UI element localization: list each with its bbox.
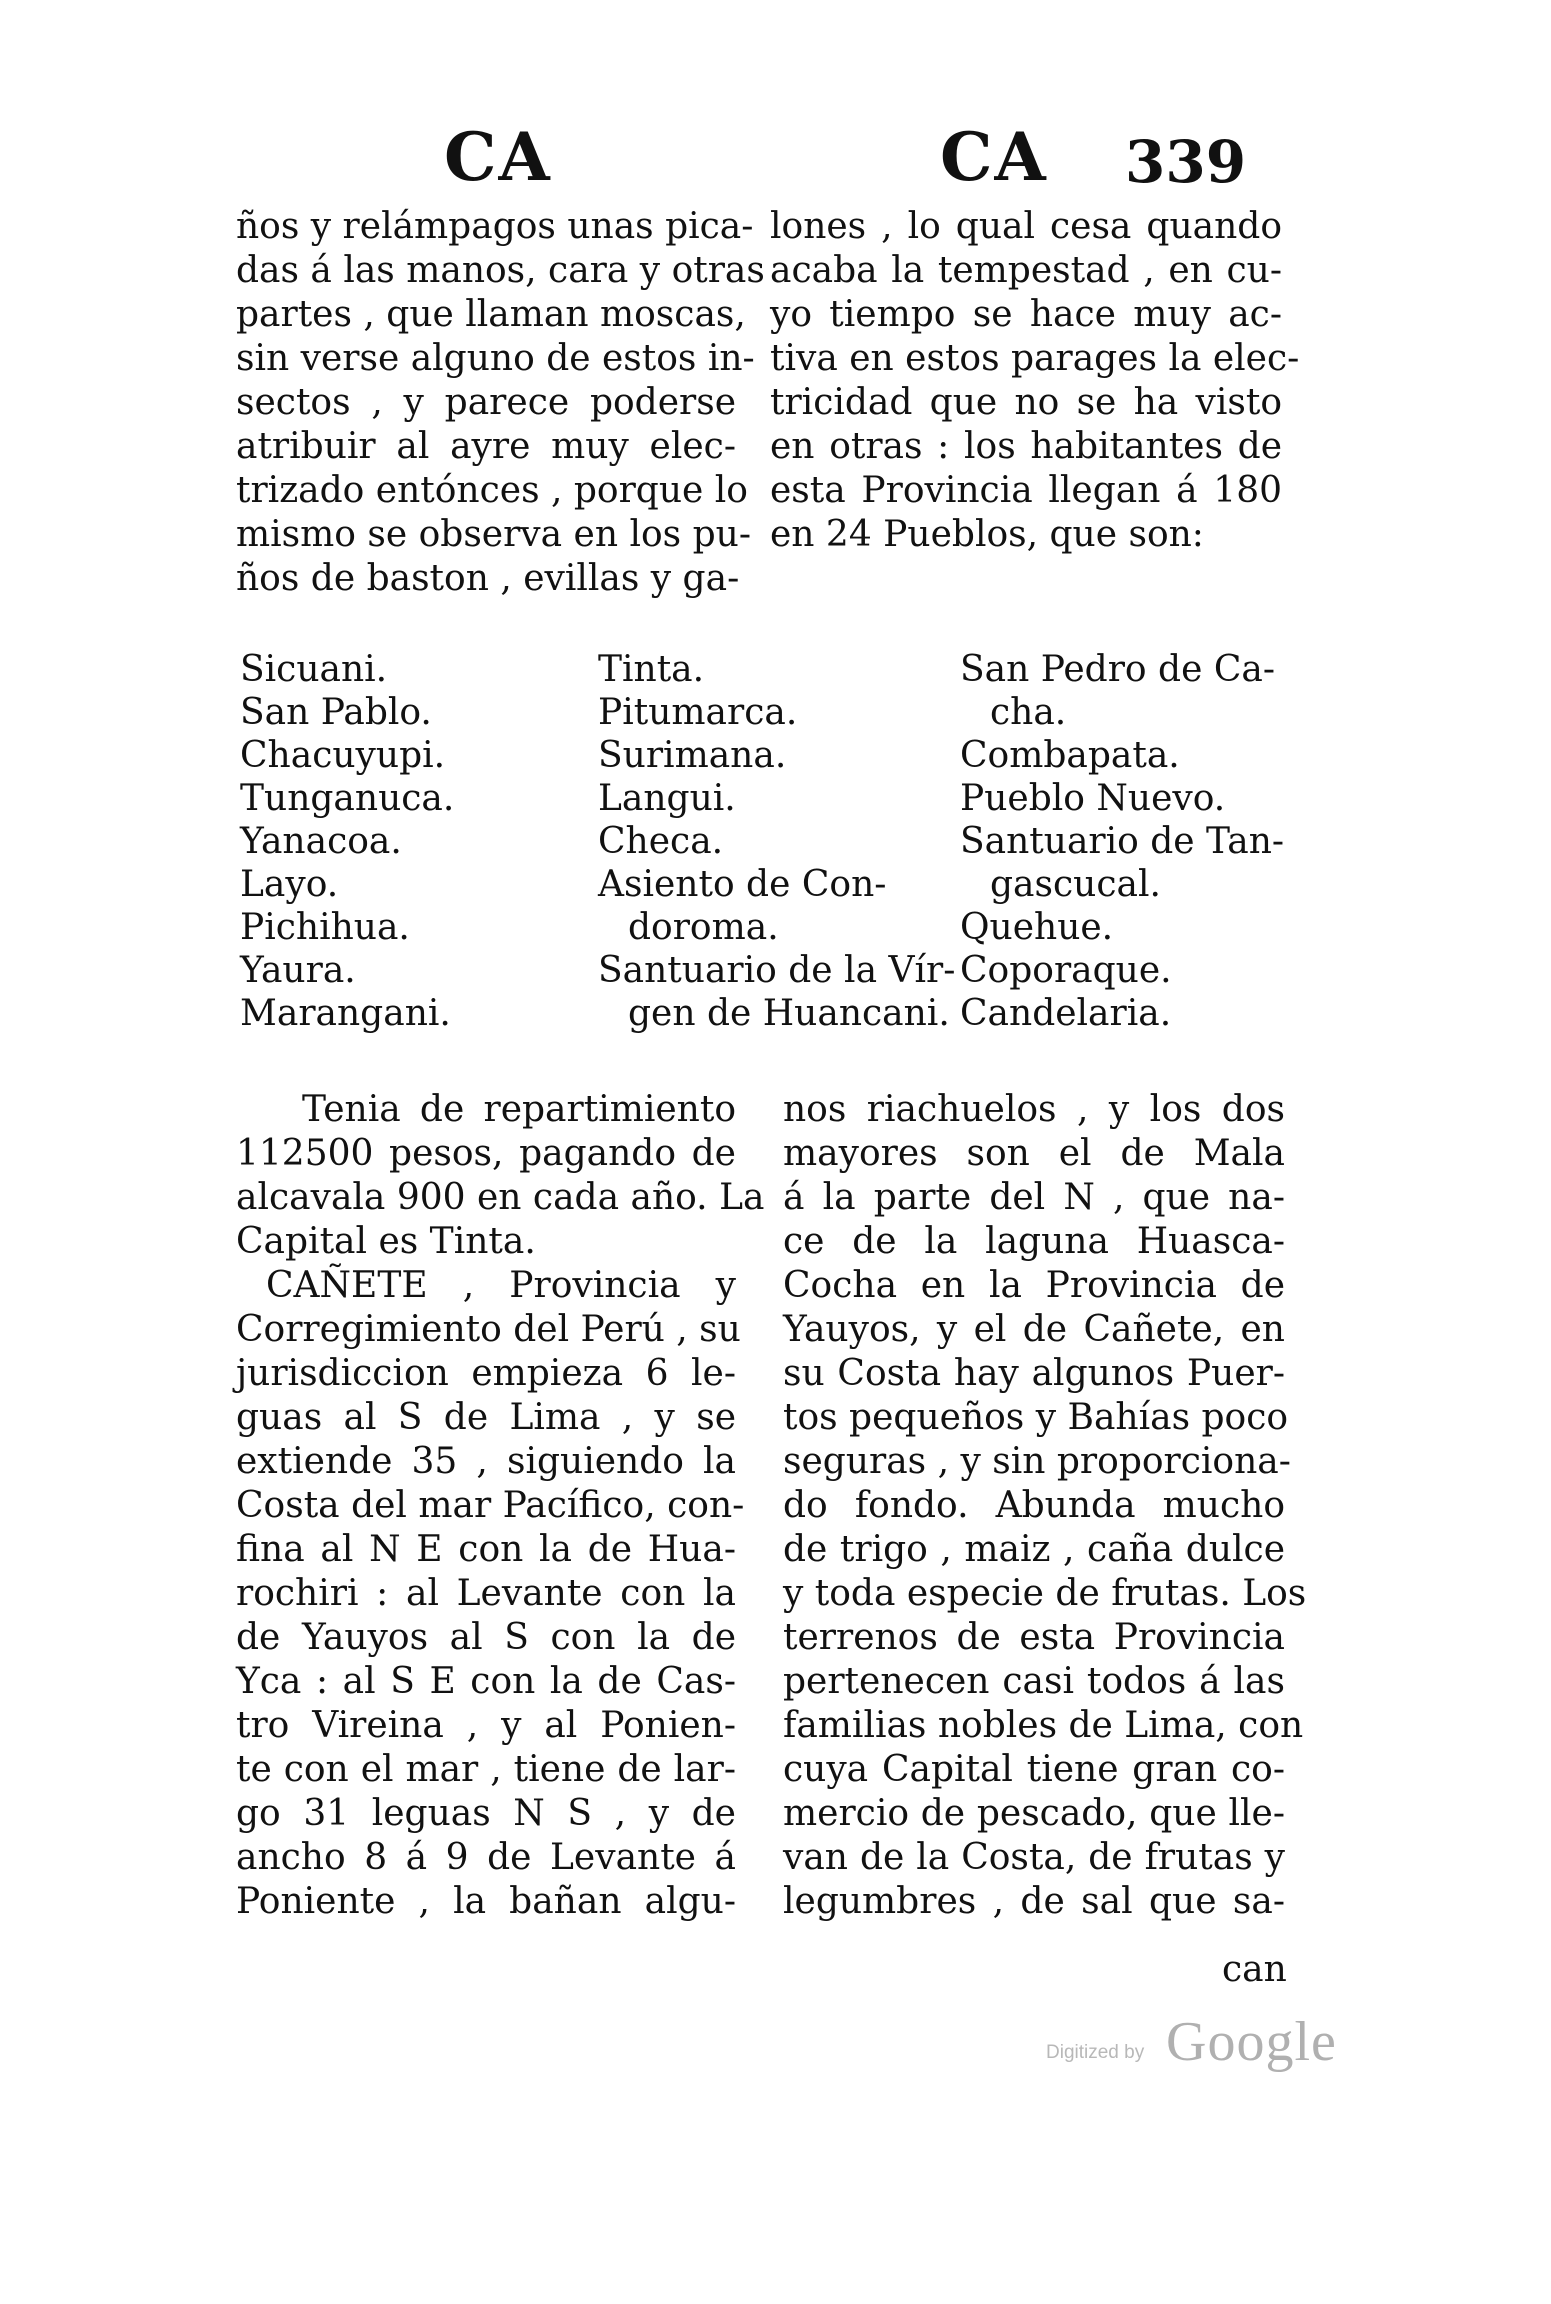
text-line: go 31 leguas N S , y de xyxy=(236,1793,736,1834)
text-line: do fondo. Abunda mucho xyxy=(783,1485,1285,1526)
text-line: y toda especie de frutas. Los xyxy=(783,1573,1307,1614)
text-line: cuya Capital tiene gran co- xyxy=(783,1749,1285,1790)
text-line: tricidad que no se ha visto xyxy=(770,382,1282,423)
list-item: doroma. xyxy=(628,907,779,948)
top-right-column xyxy=(770,205,1300,557)
text-line: ancho 8 á 9 de Levante á xyxy=(236,1837,736,1878)
google-logo-text: Google xyxy=(1166,2011,1337,2073)
text-line: jurisdiccion empieza 6 le- xyxy=(236,1353,736,1394)
text-line: legumbres , de sal que sa- xyxy=(783,1881,1285,1922)
running-head-left: CA xyxy=(444,118,552,196)
text-line: sin verse alguno de estos in- xyxy=(236,338,755,379)
list-item: Pichihua. xyxy=(240,907,410,948)
text-line: terrenos de esta Provincia xyxy=(783,1617,1285,1658)
text-line: tos pequeños y Bahías poco xyxy=(783,1397,1289,1438)
text-line: mercio de pescado, que lle- xyxy=(783,1793,1285,1834)
text-line: atribuir al ayre muy elec- xyxy=(236,426,736,467)
text-line: partes , que llaman moscas, xyxy=(236,294,746,335)
text-line: te con el mar , tiene de lar- xyxy=(236,1749,736,1790)
text-line: trizado entónces , porque lo xyxy=(236,470,748,511)
text-line: alcavala 900 en cada año. La xyxy=(236,1177,765,1218)
text-line: extiende 35 , siguiendo la xyxy=(236,1441,736,1482)
text-line: mayores son el de Mala xyxy=(783,1133,1285,1174)
list-item: Sicuani. xyxy=(240,649,388,690)
list-item: cha. xyxy=(990,692,1067,733)
text-line: en 24 Pueblos, que son: xyxy=(770,514,1204,555)
text-line: su Costa hay algunos Puer- xyxy=(783,1353,1285,1394)
text-line: van de la Costa, de frutas y xyxy=(783,1837,1285,1878)
list-item: Yaura. xyxy=(240,950,356,991)
list-item: Checa. xyxy=(598,821,724,862)
top-left-column xyxy=(236,205,765,601)
text-line: guas al S de Lima , y se xyxy=(236,1397,736,1438)
text-line: seguras , y sin proporciona- xyxy=(783,1441,1291,1482)
list-item: Surimana. xyxy=(598,735,787,776)
text-line: á la parte del N , que na- xyxy=(783,1177,1285,1218)
text-line: tro Vireina , y al Ponien- xyxy=(236,1705,736,1746)
text-line: esta Provincia llegan á 180 xyxy=(770,470,1282,511)
list-item: Asiento de Con- xyxy=(598,864,887,905)
text-line: Cocha en la Provincia de xyxy=(783,1265,1285,1306)
text-line: mismo se observa en los pu- xyxy=(236,514,751,555)
list-item: Santuario de Tan- xyxy=(960,821,1285,862)
list-item: Tinta. xyxy=(598,649,705,690)
running-head-right: CA xyxy=(940,118,1048,196)
bottom-right-column xyxy=(783,1088,1307,1924)
list-item: San Pedro de Ca- xyxy=(960,649,1275,690)
list-item: Langui. xyxy=(598,778,736,819)
list-item: Pueblo Nuevo. xyxy=(960,778,1226,819)
text-line: acaba la tempestad , en cu- xyxy=(770,250,1282,291)
text-line: de trigo , maiz , caña dulce xyxy=(783,1529,1285,1570)
text-line: Costa del mar Pacífico, con- xyxy=(236,1485,745,1526)
pueblos-list-col-3 xyxy=(960,648,1290,1035)
pueblos-list-col-2 xyxy=(598,648,956,1035)
list-item: gen de Huancani. xyxy=(628,993,950,1034)
entry-heading-canete: CAÑETE , Provincia y xyxy=(266,1265,736,1306)
text-line: das á las manos, cara y otras xyxy=(236,250,765,291)
text-line: ce de la laguna Huasca- xyxy=(783,1221,1285,1262)
list-item: Layo. xyxy=(240,864,339,905)
text-line: rochiri : al Levante con la xyxy=(236,1573,736,1614)
list-item: Yanacoa. xyxy=(240,821,402,862)
list-item: Quehue. xyxy=(960,907,1114,948)
text-line: Corregimiento del Perú , su xyxy=(236,1309,741,1350)
text-line: Yca : al S E con la de Cas- xyxy=(236,1661,736,1702)
text-line: lones , lo qual cesa quando xyxy=(770,206,1282,247)
text-line: familias nobles de Lima, con xyxy=(783,1705,1304,1746)
watermark-small-text: Digitized by xyxy=(1046,2042,1145,2063)
text-line: de Yauyos al S con la de xyxy=(236,1617,736,1658)
list-item: Tunganuca. xyxy=(240,778,455,819)
text-line: ños y relámpagos unas pica- xyxy=(236,206,754,247)
list-item: Combapata. xyxy=(960,735,1180,776)
text-line: en otras : los habitantes de xyxy=(770,426,1282,467)
text-line: Capital es Tinta. xyxy=(236,1221,536,1262)
list-item: Marangani. xyxy=(240,993,451,1034)
catchword: can xyxy=(1222,1949,1287,1990)
text-line: ños de baston , evillas y ga- xyxy=(236,558,740,599)
text-line: pertenecen casi todos á las xyxy=(783,1661,1285,1702)
list-item: Coporaque. xyxy=(960,950,1172,991)
text-line: tiva en estos parages la elec- xyxy=(770,338,1300,379)
list-item: Santuario de la Vír- xyxy=(598,950,956,991)
list-item: gascucal. xyxy=(990,864,1161,905)
text-line: yo tiempo se hace muy ac- xyxy=(770,294,1282,335)
pueblos-list-col-1 xyxy=(240,648,540,1035)
text-line: Tenia de repartimiento xyxy=(302,1089,736,1130)
text-line: nos riachuelos , y los dos xyxy=(783,1089,1285,1130)
text-line: sectos , y parece poderse xyxy=(236,382,736,423)
list-item: Chacuyupi. xyxy=(240,735,446,776)
text-line: 112500 pesos, pagando de xyxy=(236,1133,736,1174)
list-item: Pitumarca. xyxy=(598,692,798,733)
text-line: Poniente , la bañan algu- xyxy=(236,1881,736,1922)
text-line: Yauyos, y el de Cañete, en xyxy=(783,1309,1285,1350)
bottom-left-column xyxy=(236,1088,765,1924)
list-item: San Pablo. xyxy=(240,692,432,733)
text-line: fina al N E con la de Hua- xyxy=(236,1529,736,1570)
page-number: 339 xyxy=(1125,128,1247,196)
list-item: Candelaria. xyxy=(960,993,1172,1034)
